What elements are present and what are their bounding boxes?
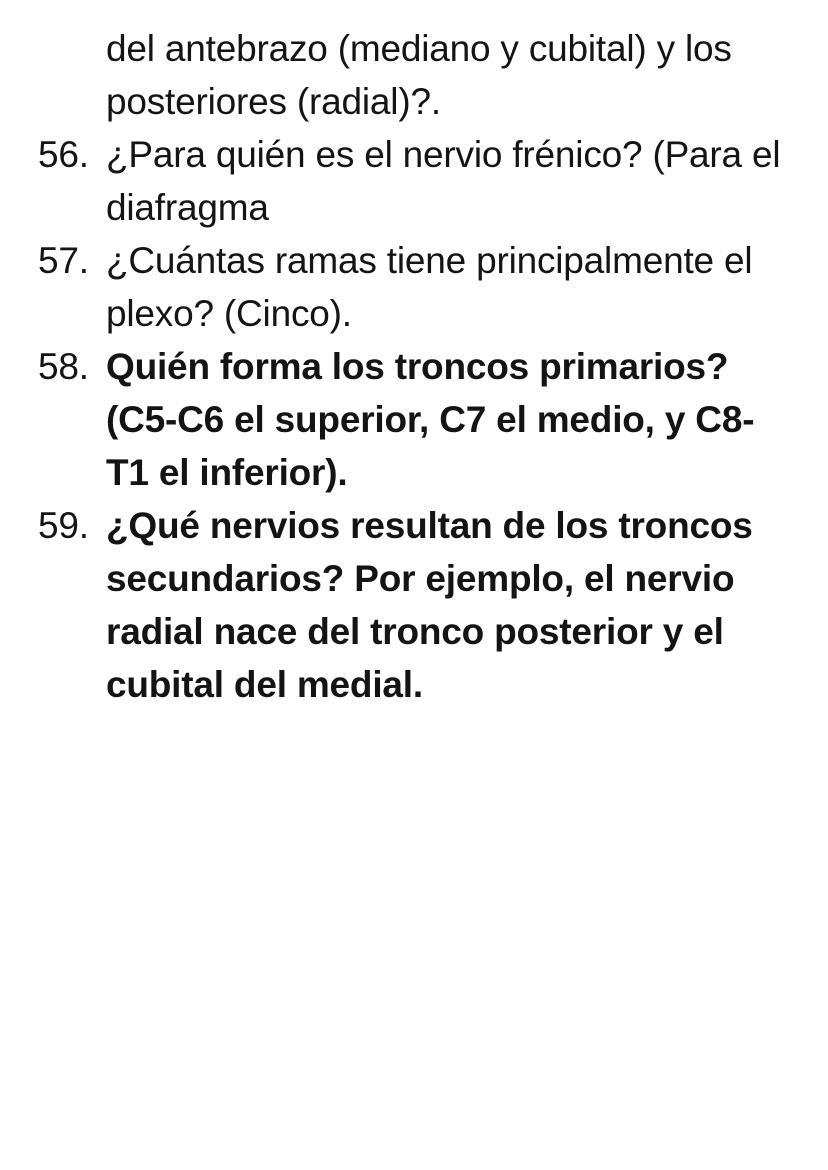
item-text: del antebrazo (mediano y cubital) y los posteriores (radial)?. [106, 28, 732, 122]
list-item-59 [0, 499, 786, 711]
item-text: ¿Para quién es el nervio frénico? (Para el diafragma [106, 134, 781, 228]
list-item-continuation [0, 22, 786, 128]
item-number: 58. [38, 346, 89, 387]
list-item-57 [0, 234, 786, 340]
list-item-58 [0, 340, 786, 499]
item-number: 59. [38, 505, 89, 546]
item-text: ¿Cuántas ramas tiene principalmente el plexo? (Cinco). [106, 240, 753, 334]
list-item-56 [0, 128, 786, 234]
item-number: 56. [38, 134, 89, 175]
item-number: 57. [38, 240, 89, 281]
item-text: Quién forma los troncos primarios? (C5-C6 el superior, C7 el medio, y C8-T1 el inferior). [106, 346, 755, 493]
item-text: ¿Qué nervios resultan de los troncos secundarios? Por ejemplo, el nervio radial nace del tronco posterior y el cubital del medial. [106, 505, 753, 705]
question-list [0, 22, 828, 711]
